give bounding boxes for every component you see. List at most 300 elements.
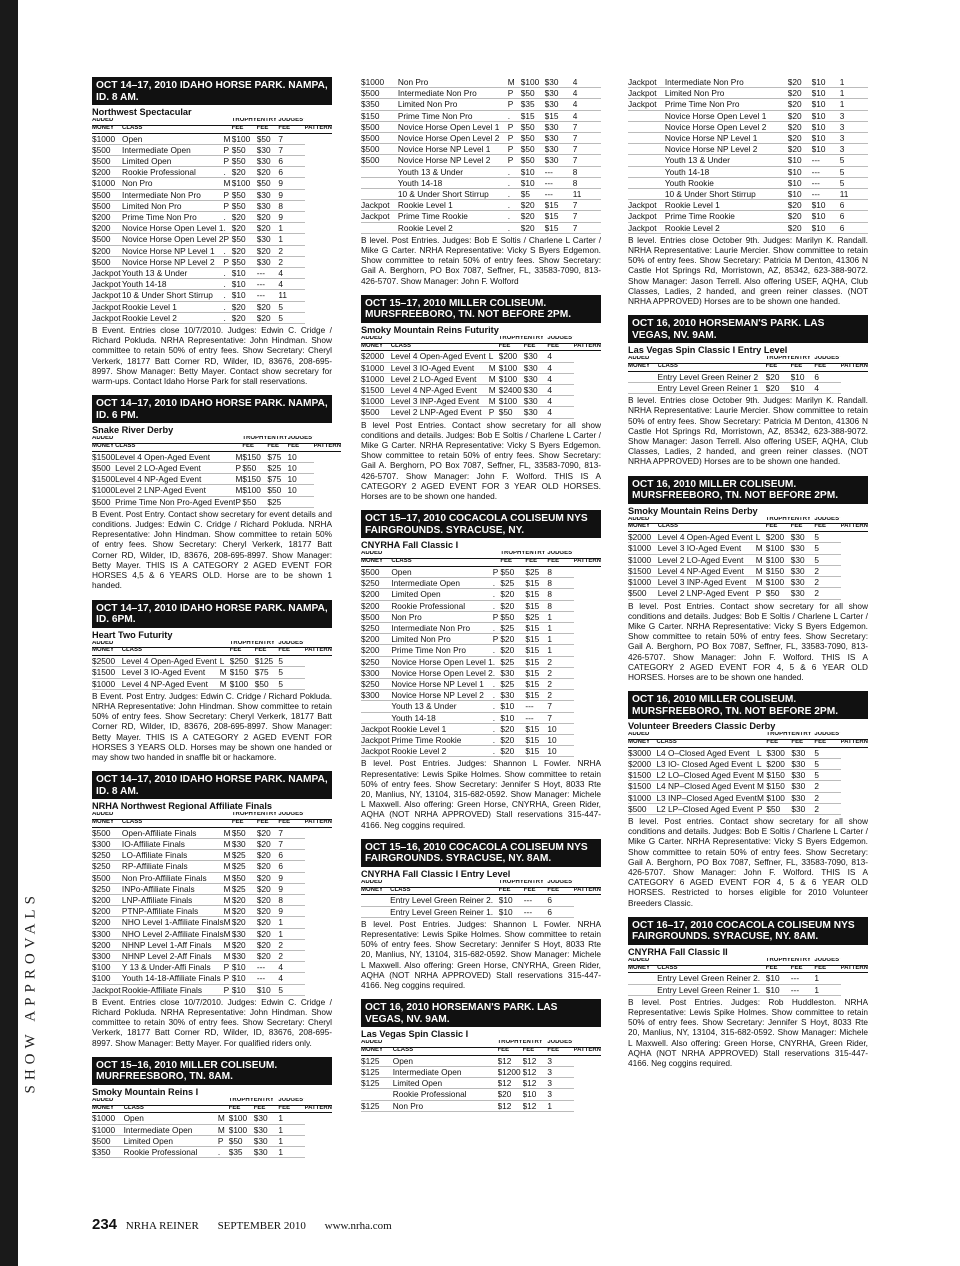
added-money: [628, 133, 665, 144]
class-name: Intermediate Open: [122, 144, 223, 155]
table-row: [92, 838, 332, 849]
table-row: [361, 690, 601, 701]
class-name: Entry Level Green Reiner 1: [390, 906, 491, 917]
class-type: M: [235, 474, 243, 485]
col-blank: [223, 125, 231, 133]
spacer: [628, 306, 868, 315]
class-name: LO-Affiliate Finals: [122, 850, 224, 861]
col-fee: FEE: [791, 739, 814, 747]
trophy-fee: $20: [788, 222, 812, 233]
trophy-fee: $20: [498, 1089, 523, 1100]
show-title: Las Vegas Spin Classic I Entry Level: [628, 345, 788, 356]
class-name: Novice Horse Open Level 1: [398, 121, 508, 132]
added-money: [628, 155, 665, 166]
judges-fee: 7: [573, 211, 601, 222]
trophy-fee: $100: [521, 77, 545, 88]
trophy-fee: $50: [232, 200, 257, 211]
added-money: $500: [92, 1135, 124, 1146]
judges-fee: 11: [573, 189, 601, 200]
class-name: Youth 14-18: [391, 712, 492, 723]
class-name: Intermediate Non Pro: [122, 189, 223, 200]
added-money: $100: [92, 962, 122, 973]
col-fee: FEE: [814, 364, 840, 372]
judges-fee: 3: [840, 133, 868, 144]
table-row: [361, 1055, 601, 1066]
judges-fee: [288, 496, 314, 507]
class-name: Rookie Professional: [393, 1089, 488, 1100]
table-header-row: [92, 1105, 332, 1113]
col-blank: [220, 648, 230, 656]
class-type: .: [758, 973, 766, 984]
class-name: Entry Level Green Reiner 1: [657, 984, 758, 995]
added-money: $1500: [628, 770, 656, 781]
class-type: L: [489, 351, 499, 362]
added-money: $500: [92, 144, 122, 155]
class-name: Prime Time Rookie: [391, 734, 492, 745]
col-blank: [756, 524, 766, 532]
col-trophy: TROPHY: [232, 812, 257, 819]
class-type: .: [493, 712, 501, 723]
added-money: $500: [92, 256, 122, 267]
judges-fee: 5: [814, 543, 840, 554]
col-trophy: TROPHY: [230, 641, 255, 648]
class-type: P: [224, 962, 232, 973]
added-money: $200: [361, 645, 391, 656]
col-blank: [488, 1040, 498, 1047]
entry-fee: $30: [791, 532, 815, 543]
trophy-fee: $50: [232, 189, 257, 200]
class-type: .: [491, 906, 499, 917]
added-money: $300: [92, 838, 122, 849]
show-listing: [361, 295, 601, 501]
col-fee: FEE: [766, 739, 791, 747]
class-type: .: [493, 734, 501, 745]
entry-fee: $12: [523, 1078, 548, 1089]
class-name: Intermediate Non Pro: [398, 88, 508, 99]
class-type: P: [508, 155, 521, 166]
entry-fee: $12: [523, 1055, 548, 1066]
judges-fee: 7: [573, 133, 601, 144]
added-money: $1000: [92, 1124, 124, 1135]
judges-fee: 5: [278, 667, 304, 678]
class-type: .: [223, 301, 231, 312]
col-blank: [224, 819, 232, 827]
spacer: [628, 467, 868, 476]
judges-fee: 5: [278, 312, 304, 323]
table-row: [361, 407, 601, 418]
col-blank: [122, 812, 224, 819]
col-blank: [391, 336, 489, 343]
class-name: L4 O–Closed Aged Event: [656, 747, 757, 758]
col-fee: FEE: [232, 819, 257, 827]
class-name: Rookie Level 1: [398, 200, 508, 211]
table-row: [92, 301, 332, 312]
show-header: OCT 15–16, 2010 COCACOLA COLISEUM NYS FAIRGROUNDS. SYRACUSE, NY. 8AM.: [361, 839, 601, 867]
classes-table: [361, 77, 601, 234]
trophy-fee: $10: [788, 189, 812, 200]
entry-fee: $30: [257, 200, 279, 211]
class-name: Limited Non Pro: [122, 200, 223, 211]
judges-fee: 6: [840, 222, 868, 233]
entry-fee: $50: [257, 133, 279, 144]
class-type: [488, 1100, 498, 1111]
classes-table: [361, 551, 601, 757]
added-money: $500: [92, 827, 122, 838]
class-name: Youth 14-18: [122, 279, 223, 290]
entry-fee: $15: [525, 645, 547, 656]
entry-fee: ---: [525, 701, 547, 712]
col-fee: FEE: [267, 444, 287, 452]
class-name: Youth Rookie: [665, 177, 775, 188]
trophy-fee: $100: [232, 133, 257, 144]
class-name: Level 4 Open-Aged Event: [658, 532, 756, 543]
trophy-fee: $200: [766, 758, 791, 769]
entry-fee: ---: [257, 290, 279, 301]
judges-fee: 6: [278, 156, 304, 167]
show-listing: [92, 600, 332, 763]
table-row: [628, 222, 868, 233]
table-row: [628, 211, 868, 222]
judges-fee: 2: [278, 245, 304, 256]
judges-fee: 7: [573, 155, 601, 166]
table-row: [361, 155, 601, 166]
trophy-fee: $10: [500, 712, 525, 723]
class-name: Limited Non Pro: [391, 634, 492, 645]
class-name: Prime Time Rookie: [665, 211, 775, 222]
table-header-row: [361, 880, 601, 887]
class-type: .: [493, 645, 501, 656]
trophy-fee: $200: [499, 351, 524, 362]
trophy-fee: $10: [788, 155, 812, 166]
entry-fee: $20: [257, 917, 279, 928]
col-blank: [391, 551, 492, 558]
col-class: CLASS: [122, 125, 223, 133]
class-type: .: [223, 245, 231, 256]
page-footer: [92, 1216, 392, 1233]
trophy-fee: $35: [521, 99, 545, 110]
trophy-fee: $50: [242, 496, 267, 507]
entry-fee: $20: [257, 838, 279, 849]
col-fee: FEE: [525, 559, 547, 567]
table-row: [361, 351, 601, 362]
class-type: P: [493, 634, 501, 645]
judges-fee: 5: [814, 758, 840, 769]
class-type: P: [218, 1135, 229, 1146]
show-listing: [628, 315, 868, 466]
table-row: [628, 588, 868, 599]
col-class: CLASS: [657, 965, 758, 973]
class-type: M: [218, 1124, 229, 1135]
judges-fee: 2: [547, 690, 573, 701]
table-row: [628, 189, 868, 200]
col-blank: [223, 118, 231, 125]
trophy-fee: $20: [500, 645, 525, 656]
col-fee: FEE: [288, 444, 314, 452]
col-added: ADDED: [361, 336, 391, 343]
table-row: [92, 1124, 332, 1135]
col-blank: [841, 517, 869, 524]
trophy-fee: $50: [232, 256, 257, 267]
show-listing: [628, 476, 868, 682]
class-name: Open-Affiliate Finals: [122, 827, 224, 838]
entry-fee: $15: [545, 222, 573, 233]
table-row: [628, 770, 868, 781]
classes-table: [361, 336, 601, 419]
class-name: Intermediate Non Pro: [391, 622, 492, 633]
col-judges: JUDGES': [814, 732, 840, 739]
added-money: [628, 984, 657, 995]
class-type: .: [223, 279, 231, 290]
class-name: Entry Level Green Reiner 2: [657, 371, 759, 382]
class-type: M: [756, 565, 766, 576]
entry-fee: $75: [267, 474, 287, 485]
table-row: [92, 474, 341, 485]
class-name: Y 13 & Under-Affi Finals: [122, 962, 224, 973]
trophy-fee: $5: [521, 189, 545, 200]
entry-fee: $25: [525, 566, 547, 577]
table-row: [92, 234, 332, 245]
class-type: M: [756, 543, 766, 554]
added-money: $1500: [92, 451, 116, 462]
spacer: [92, 591, 332, 600]
page-number: 234: [92, 1216, 118, 1233]
trophy-fee: $50: [766, 803, 791, 814]
trophy-fee: $10: [788, 166, 812, 177]
added-money: $125: [361, 1100, 393, 1111]
show-header: OCT 14–17, 2010 IDAHO HORSE PARK. NAMPA, ID. 8 AM.: [92, 771, 332, 799]
class-type: .: [493, 656, 501, 667]
class-type: M: [223, 178, 231, 189]
spacer: [92, 1048, 332, 1057]
table-row: [92, 167, 332, 178]
col-trophy: TROPHY: [766, 958, 791, 965]
table-row: [92, 939, 332, 950]
class-type: [775, 133, 788, 144]
entry-fee: $20: [257, 827, 279, 838]
class-type: P: [223, 189, 231, 200]
added-money: Jackpot: [92, 312, 121, 323]
judges-fee: 8: [547, 589, 573, 600]
class-type: M: [508, 77, 521, 88]
class-name: Level 2 LO-Aged Event: [658, 554, 756, 565]
col-class: CLASS: [115, 444, 235, 452]
trophy-fee: $10: [521, 166, 545, 177]
added-money: $200: [92, 917, 122, 928]
classes-table: [92, 1098, 332, 1158]
judges-fee: 7: [278, 144, 304, 155]
col-blank: [489, 336, 499, 343]
show-details: B level. Post Entries. Contact show secretary for all show conditions and details. Judges: Bob E Soltis / Charlene L Carter / Mike G Carter. NRHA Representative: Vicky S Byers Edgemon. Show committee to retain 50% of entry fees. Show Secretary: Gail A. Berghorn, PO Box 7087, Seffner, FL, 33583-7090, 813-426-5707. Show Manager: John F. Wolford. THIS IS A CATEGORY 2 AGED EVENT FOR 4, 5 & 6 YEAR OLD HORSES. Horses are to be shown one handed.: [628, 600, 868, 682]
trophy-fee: $20: [500, 746, 525, 757]
table-row: [628, 383, 868, 394]
trophy-fee: $100: [230, 678, 255, 689]
table-row: [628, 155, 868, 166]
show-title: Las Vegas Spin Classic I: [361, 1029, 469, 1040]
table-row: [92, 256, 332, 267]
trophy-fee: $30: [232, 838, 257, 849]
entry-fee: $30: [254, 1146, 279, 1157]
class-name: Novice Horse Open Level 2: [391, 667, 493, 678]
judges-fee: 7: [278, 133, 304, 144]
col-blank: [758, 356, 766, 363]
col-fee: FEE: [278, 819, 304, 827]
added-money: [628, 166, 665, 177]
website-link[interactable]: www.nrha.com: [324, 1220, 392, 1232]
trophy-fee: $20: [521, 222, 545, 233]
table-row: [628, 803, 868, 814]
added-money: [628, 189, 665, 200]
added-money: $250: [92, 850, 122, 861]
col-entry: ENTRY: [525, 551, 547, 558]
judges-fee: 1: [840, 88, 868, 99]
judges-fee: 4: [547, 396, 573, 407]
entry-fee: ---: [524, 906, 548, 917]
class-name: Non Pro: [393, 1100, 488, 1111]
show-title: Smoky Mountain Reins Derby: [628, 505, 758, 516]
table-row: [92, 667, 332, 678]
added-money: Jackpot: [361, 723, 390, 734]
judges-fee: 4: [573, 99, 601, 110]
column-1: [92, 77, 342, 1158]
show-header: OCT 16–17, 2010 COCACOLA COLISEUM NYS FAIRGROUNDS. SYRACUSE, NY. 8AM.: [628, 917, 868, 945]
class-name: NHO Level 2-Affiliate Finals: [121, 928, 224, 939]
judges-fee: 1: [814, 984, 840, 995]
trophy-fee: $50: [232, 872, 257, 883]
class-name: LNP-Affiliate Finals: [122, 894, 224, 905]
col-entry: ENTRY: [791, 958, 815, 965]
sidebar: [0, 0, 46, 1266]
entry-fee: $15: [545, 211, 573, 222]
col-trophy: TROPHY: [499, 336, 524, 343]
class-name: Level 3 IO-Aged Event: [122, 667, 220, 678]
table-row: [361, 99, 601, 110]
added-money: [361, 222, 398, 233]
entry-fee: $20: [257, 223, 279, 234]
col-fee: FEE: [547, 887, 573, 895]
show-title: CNYRHA Fall Classic I Entry Level: [361, 868, 511, 879]
class-type: M: [218, 1113, 229, 1124]
table-row: [92, 463, 341, 474]
col-money: MONEY: [361, 343, 391, 351]
trophy-fee: $150: [242, 474, 267, 485]
classes-table: [361, 880, 601, 918]
col-pattern: PATTERN: [574, 1047, 601, 1055]
judges-fee: 7: [573, 121, 601, 132]
col-fee: FEE: [814, 965, 840, 973]
class-type: [758, 383, 766, 394]
trophy-fee: $10: [499, 906, 524, 917]
class-name: Novice Horse NP Level 2: [122, 256, 223, 267]
table-row: [361, 177, 601, 188]
class-type: .: [223, 167, 231, 178]
col-pattern: PATTERN: [841, 524, 869, 532]
class-type: .: [508, 211, 521, 222]
entry-fee: $30: [791, 803, 814, 814]
class-type: P: [508, 99, 521, 110]
col-entry: ENTRY: [267, 436, 287, 443]
table-header-row: [361, 551, 601, 558]
added-money: $3000: [628, 747, 656, 758]
trophy-fee: $20: [788, 133, 812, 144]
trophy-fee: $20: [521, 200, 545, 211]
trophy-fee: $50: [500, 611, 525, 622]
table-row: [361, 611, 601, 622]
col-fee: FEE: [499, 887, 524, 895]
col-fee: FEE: [766, 524, 791, 532]
class-name: Open: [124, 1113, 218, 1124]
col-fee: FEE: [278, 1105, 304, 1113]
class-name: Intermediate Open: [391, 578, 492, 589]
class-type: M: [235, 451, 243, 462]
added-money: $1000: [361, 396, 391, 407]
col-money: MONEY: [361, 559, 391, 567]
col-blank: [122, 118, 223, 125]
judges-fee: 10: [288, 474, 314, 485]
class-name: Rookie Level 1: [665, 200, 775, 211]
table-row: [92, 290, 332, 301]
trophy-fee: $50: [229, 1135, 254, 1146]
classes-table: [628, 732, 868, 815]
show-details: B Event. Post Entry. Contact show secretary for event details and conditions. Judges: Edwin C. Cridge / Richard Pokluda. NRHA Representative: John Hindman. Show committee to retain 50% of entry fees. Show Secretary: Cheryl Verkerk, 18177 Batt Corner RD, Wilder, ID, 83676, 208-695-8997. Show Manager: Betty Mayer. THIS IS A CATEGORY 2 AGED EVENT FOR HORSES 4,5 & 6 YEARS OLD. Horse are to be shown 1 handed.: [92, 508, 332, 591]
show-details: B level. Post Entries. Judges: Rob Huddleston. NRHA Representative: Lewis Spike Holmes. Show committee to retain 50% of entry fees. Show Secretary: Jennifer S Hoyt, 8033 Rte 20, Manlius, NY, 13104, 315-682-0592. Show Manager: Michele L Maxwell. Also offering: Green Horse, CNYRHA, Green Rider, AQHA (NOT NRHA APPROVED) Stall reservations 315-447-4166. Neg coggins required.: [628, 996, 868, 1068]
added-money: $500: [361, 155, 398, 166]
added-money: [361, 906, 390, 917]
class-name: NHNP Level 2-Aff Finals: [122, 950, 224, 961]
judges-fee: 7: [278, 838, 304, 849]
class-type: P: [493, 566, 501, 577]
show-details: B level. Post Entries. Judges: Shannon L Fowler. NRHA Representative: Lewis Spike Holmes. Show committee to retain 50% of entry fees. Show Secretary: Jennifer S Hoyt, 8033 Rte 20, Manlius, NY, 13104, 315-682-0592. Show Manager: Michele L Maxwell. Also offering: Green Horse, CNYRHA, Green Rider, AQHA (NOT NRHA APPROVED) Stall reservations 315-447-4166. Neg coggins required.: [361, 758, 601, 830]
trophy-fee: $20: [232, 939, 257, 950]
added-money: $300: [92, 928, 122, 939]
col-added: ADDED: [628, 732, 656, 739]
col-blank: [657, 958, 758, 965]
entry-fee: ---: [525, 712, 547, 723]
judges-fee: 1: [840, 99, 868, 110]
trophy-fee: $20: [521, 211, 545, 222]
judges-fee: 5: [840, 177, 868, 188]
added-money: $500: [92, 463, 115, 474]
entry-fee: $50: [257, 178, 279, 189]
added-money: $200: [361, 634, 391, 645]
show-listing: [92, 77, 332, 386]
col-fee: FEE: [523, 1047, 548, 1055]
added-money: $500: [361, 121, 398, 132]
added-money: Jackpot: [628, 222, 665, 233]
show-details: B level Post Entries. Contact show secretary for all show conditions and details. Judges: Bob E Soltis / Charlene L Carter / Mike G Carter. NRHA Representative: Vicky S Byers Edgemon. Show committee to retain 50% of entry fees. Show Secretary: Gail A. Berghorn, PO Box 7087, Seffner, FL, 33583-7090, 813-426-5707. Show Manager: John F. Wolford. THIS IS A CATEGORY 2 AGED EVENT FOR 3 YEAR OLD HORSES. Horses are to be shown one handed.: [361, 419, 601, 502]
added-money: Jackpot: [92, 290, 121, 301]
col-class: CLASS: [391, 559, 492, 567]
entry-fee: ---: [812, 177, 840, 188]
trophy-fee: $100: [766, 543, 791, 554]
class-name: Novice Horse Open Level 1: [122, 223, 224, 234]
class-type: L: [220, 656, 230, 667]
table-row: [628, 77, 868, 88]
trophy-fee: $50: [232, 156, 257, 167]
show-details: B level. Post Entries. Judges: Shannon L Fowler. NRHA Representative: Lewis Spike Holmes. Show committee to retain 50% of entry fees. Show Secretary: Jennifer S Hoyt, 8033 Rte 20, Manlius, NY, 13104, 315-682-0592. Show Manager: Michele L Maxwell. Also offering: Green Horse, CNYRHA, Green Rider, AQHA (NOT NRHA APPROVED) Stall reservations 315-447-4166. Neg coggins required.: [361, 918, 601, 990]
col-fee: FEE: [242, 444, 267, 452]
col-pattern: PATTERN: [841, 739, 868, 747]
added-money: $1000: [628, 543, 658, 554]
judges-fee: 2: [278, 256, 304, 267]
judges-fee: 9: [278, 178, 304, 189]
col-fee: FEE: [524, 887, 548, 895]
judges-fee: 8: [278, 200, 304, 211]
entry-fee: $30: [524, 407, 548, 418]
col-added: ADDED: [361, 551, 391, 558]
table-row: [92, 1146, 332, 1157]
class-name: Youth 14-18-Affiliate Finals: [122, 973, 224, 984]
class-name: Limited Open: [393, 1078, 488, 1089]
